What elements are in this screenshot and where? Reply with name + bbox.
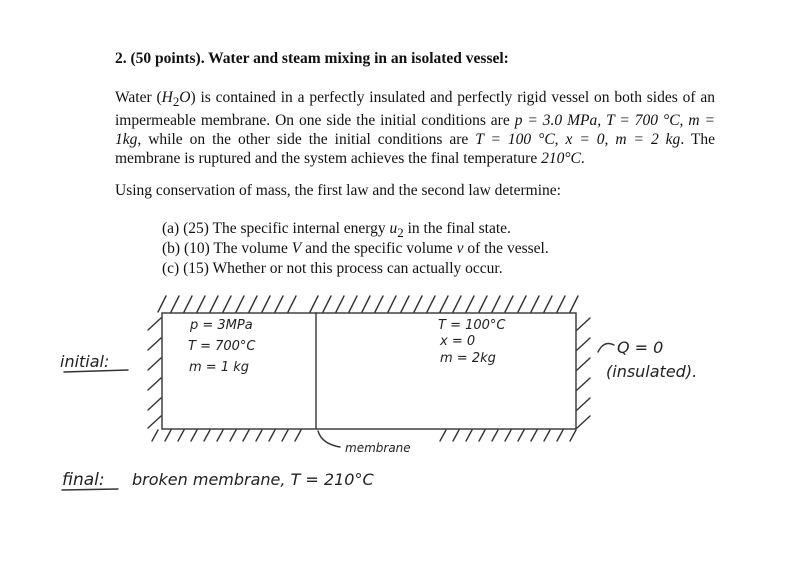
right-quality: x = 0 <box>440 334 476 349</box>
right-hatch <box>577 318 590 428</box>
intro-text-5: . <box>580 150 585 168</box>
left-mass: m = 1 kg <box>189 360 250 375</box>
task-a-sub: 2 <box>397 225 404 241</box>
formula-sub: 2 <box>172 94 180 110</box>
intro-text-3: , while on the other side the initial conditions are <box>137 131 476 149</box>
bottom-hatch <box>152 430 576 441</box>
state-2-conditions: T = 100 °C, x = 0, m = 2 kg <box>475 131 681 149</box>
task-a-post: in the final state. <box>403 220 511 237</box>
task-a-pre: (a) (25) The specific internal energy <box>162 220 390 237</box>
left-pressure: p = 3MPa <box>190 318 253 333</box>
task-b-mid: and the specific volume <box>301 240 457 257</box>
formula-o: O <box>179 89 191 106</box>
task-b-pre: (b) (10) The volume <box>162 240 292 257</box>
left-temperature: T = 700°C <box>188 339 256 354</box>
left-hatch <box>148 318 161 428</box>
intro-text-2: ) is contained in a perfectly insulated and perfectly rigid vessel on both sides of an impermeable membrane. On one side the initial conditions are <box>115 89 715 130</box>
final-temperature: 210°C <box>541 150 581 168</box>
heat-label: Q = 0 <box>617 338 664 357</box>
final-label: final: <box>62 470 105 490</box>
task-b-var1: V <box>291 240 302 257</box>
problem-heading: 2. (50 points). Water and steam mixing in an isolated vessel: <box>115 50 509 67</box>
right-temperature: T = 100°C <box>438 318 506 333</box>
formula-h: H <box>161 89 173 106</box>
top-hatch <box>158 296 578 312</box>
task-c: (c) (15) Whether or not this process can actually occur. <box>162 260 503 277</box>
task-b-post: of the vessel. <box>463 240 549 257</box>
intro-text-1: Water ( <box>115 89 162 106</box>
state-1-conditions: p = 3.0 MPa, T = 700 °C, m = 1kg <box>115 112 715 149</box>
heat-pointer <box>598 344 614 352</box>
task-b-var2: v <box>456 240 464 257</box>
instruction-text: Using conservation of mass, the first law and the second law determine: <box>115 182 561 199</box>
vessel-drawing <box>62 296 614 490</box>
intro-text-4: . The membrane is ruptured and the system achieves the final temperature <box>115 131 715 168</box>
membrane-pointer <box>318 431 340 447</box>
task-a-var: u <box>389 220 398 237</box>
initial-label: initial: <box>60 352 110 371</box>
insulated-label: (insulated). <box>606 362 698 381</box>
final-state-text: broken membrane, T = 210°C <box>132 470 374 489</box>
membrane-label: membrane <box>345 441 411 455</box>
right-mass: m = 2kg <box>440 351 496 366</box>
